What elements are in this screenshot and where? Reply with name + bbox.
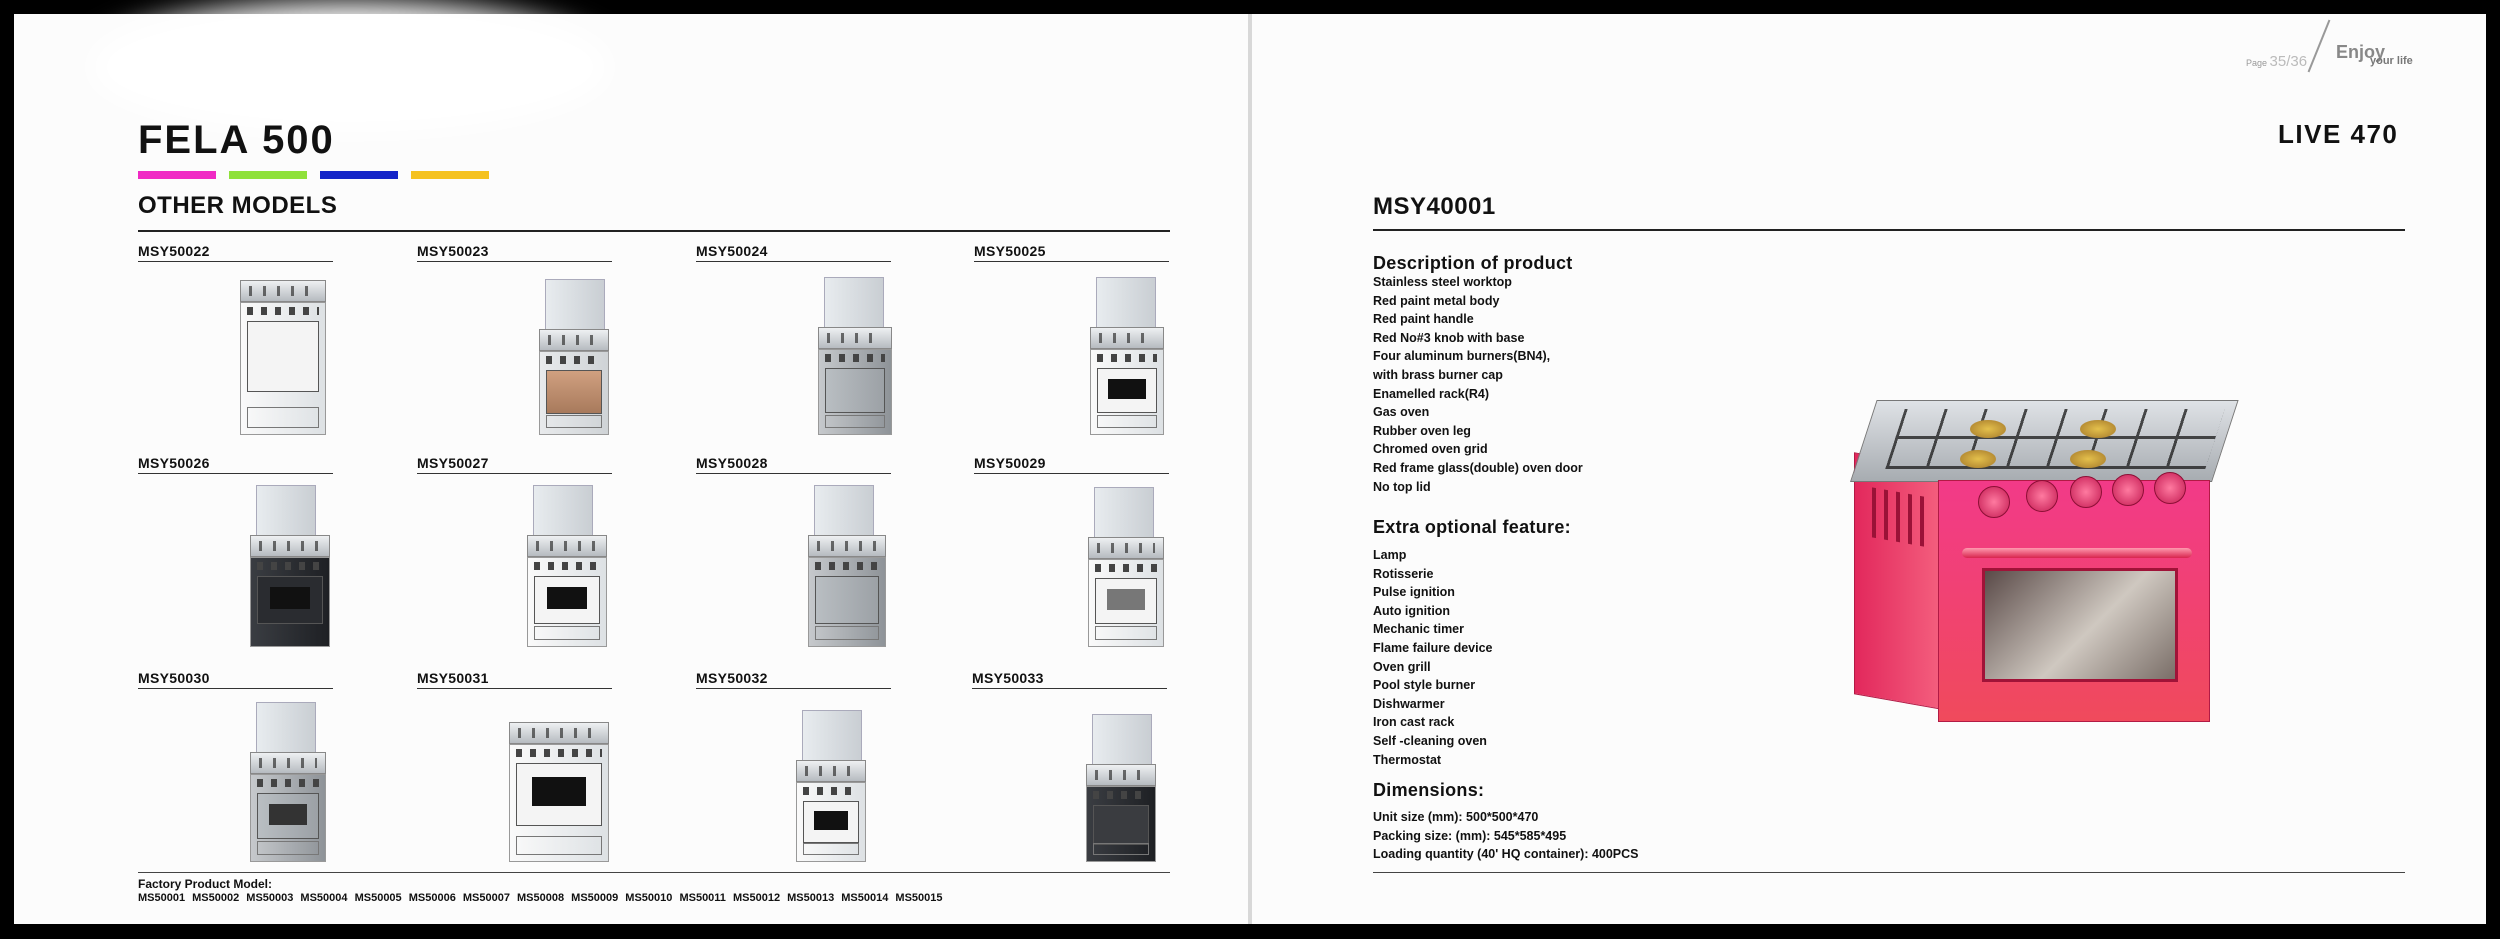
loading-quantity: Loading quantity (40' HQ container): 400PCS — [1373, 847, 1639, 862]
footer-rule — [138, 872, 1170, 873]
list-item: Enamelled rack(R4) — [1373, 386, 1490, 401]
model-card — [138, 455, 333, 647]
model-code: MSY50023 — [417, 243, 612, 262]
list-item: Pool style burner — [1373, 678, 1476, 693]
model-code: MSY50022 — [138, 243, 333, 262]
section-rule — [138, 230, 1170, 232]
list-item: Rotisserie — [1373, 566, 1434, 581]
color-stripes — [138, 171, 489, 179]
model-code: MSY50028 — [696, 455, 891, 474]
list-item: Auto ignition — [1373, 603, 1451, 618]
red-stove-image — [1850, 380, 2210, 740]
list-item: Thermostat — [1373, 752, 1442, 767]
stove-image — [138, 697, 333, 862]
model-card — [696, 243, 891, 435]
model-card — [417, 455, 612, 647]
series-title: LIVE 470 — [2278, 119, 2399, 149]
model-code: MSY50026 — [138, 455, 333, 474]
stove-image — [974, 482, 1169, 647]
stripe-green — [229, 171, 307, 179]
stove-image — [138, 482, 333, 647]
model-card — [696, 670, 891, 862]
tagline-your-life: your life — [2370, 55, 2413, 67]
list-item: Stainless steel worktop — [1373, 275, 1512, 289]
model-card — [972, 670, 1167, 862]
description-list — [1373, 273, 1583, 496]
factory-model-list: MS50001 MS50002 MS50003 MS50004 MS50005 MS50006 MS50007 MS50008 MS50009 MS50010 MS50011 MS50012 MS50013 MS50014 MS50015 — [138, 892, 943, 904]
list-item: Dishwarmer — [1373, 696, 1445, 711]
list-item: Rubber oven leg — [1373, 423, 1471, 438]
stove-image — [696, 697, 891, 862]
product-rule — [1373, 229, 2405, 231]
model-card — [138, 670, 333, 862]
stripe-blue — [320, 171, 398, 179]
stove-image — [974, 270, 1169, 435]
list-item: Red frame glass(double) oven door — [1373, 460, 1583, 475]
model-code: MSY50032 — [696, 670, 891, 689]
page-label: Page — [2246, 58, 2268, 68]
product-code: MSY40001 — [1373, 193, 1496, 220]
unit-size: Unit size (mm): 500*500*470 — [1373, 810, 1539, 824]
list-item: Gas oven — [1373, 405, 1430, 420]
stove-image — [417, 482, 612, 647]
model-code: MSY50025 — [974, 243, 1169, 262]
model-card — [696, 455, 891, 647]
stove-image — [138, 270, 333, 435]
list-item: with brass burner cap — [1373, 367, 1503, 382]
brand-title: FELA 500 — [138, 118, 335, 162]
description-heading: Description of product — [1373, 253, 1573, 273]
model-code: MSY50030 — [138, 670, 333, 689]
model-code: MSY50031 — [417, 670, 612, 689]
list-item: Chromed oven grid — [1373, 442, 1488, 457]
packing-size: Packing size: (mm): 545*585*495 — [1373, 828, 1567, 843]
stove-image — [972, 697, 1167, 862]
list-item: Flame failure device — [1373, 640, 1493, 655]
list-item: Lamp — [1373, 548, 1407, 562]
list-item: Pulse ignition — [1373, 585, 1455, 600]
stove-image — [417, 270, 612, 435]
list-item: Self -cleaning oven — [1373, 733, 1487, 748]
model-code: MSY50027 — [417, 455, 612, 474]
bottom-rule — [1373, 872, 2405, 873]
list-item: Mechanic timer — [1373, 622, 1465, 637]
tagline-enjoy: Enjoy — [2336, 42, 2386, 62]
dimensions-block — [1373, 808, 1639, 864]
list-item: Four aluminum burners(BN4), — [1373, 349, 1551, 364]
section-title: OTHER MODELS — [138, 192, 338, 219]
list-item: Red paint handle — [1373, 312, 1474, 327]
model-card — [138, 243, 333, 435]
list-item: Iron cast rack — [1373, 715, 1455, 730]
model-code: MSY50033 — [972, 670, 1167, 689]
optional-list — [1373, 546, 1493, 769]
stripe-magenta — [138, 171, 216, 179]
list-item: Oven grill — [1373, 659, 1431, 674]
blank-smudge — [110, 22, 590, 112]
page-number-value: 35/36 — [2269, 53, 2308, 70]
stove-image — [696, 482, 891, 647]
page-number — [2246, 53, 2307, 70]
model-code: MSY50024 — [696, 243, 891, 262]
model-code: MSY50029 — [974, 455, 1169, 474]
list-item: No top lid — [1373, 479, 1431, 494]
model-card — [974, 455, 1169, 647]
dimensions-heading: Dimensions: — [1373, 780, 1485, 800]
page-spine — [1248, 14, 1252, 924]
list-item: Red paint metal body — [1373, 293, 1500, 308]
model-card — [417, 243, 612, 435]
model-card — [417, 670, 612, 862]
stove-image — [696, 270, 891, 435]
model-card — [974, 243, 1169, 435]
stove-image — [417, 697, 612, 862]
optional-heading: Extra optional feature: — [1373, 517, 1571, 537]
stripe-yellow — [411, 171, 489, 179]
factory-title: Factory Product Model: — [138, 877, 273, 891]
list-item: Red No#3 knob with base — [1373, 330, 1525, 345]
